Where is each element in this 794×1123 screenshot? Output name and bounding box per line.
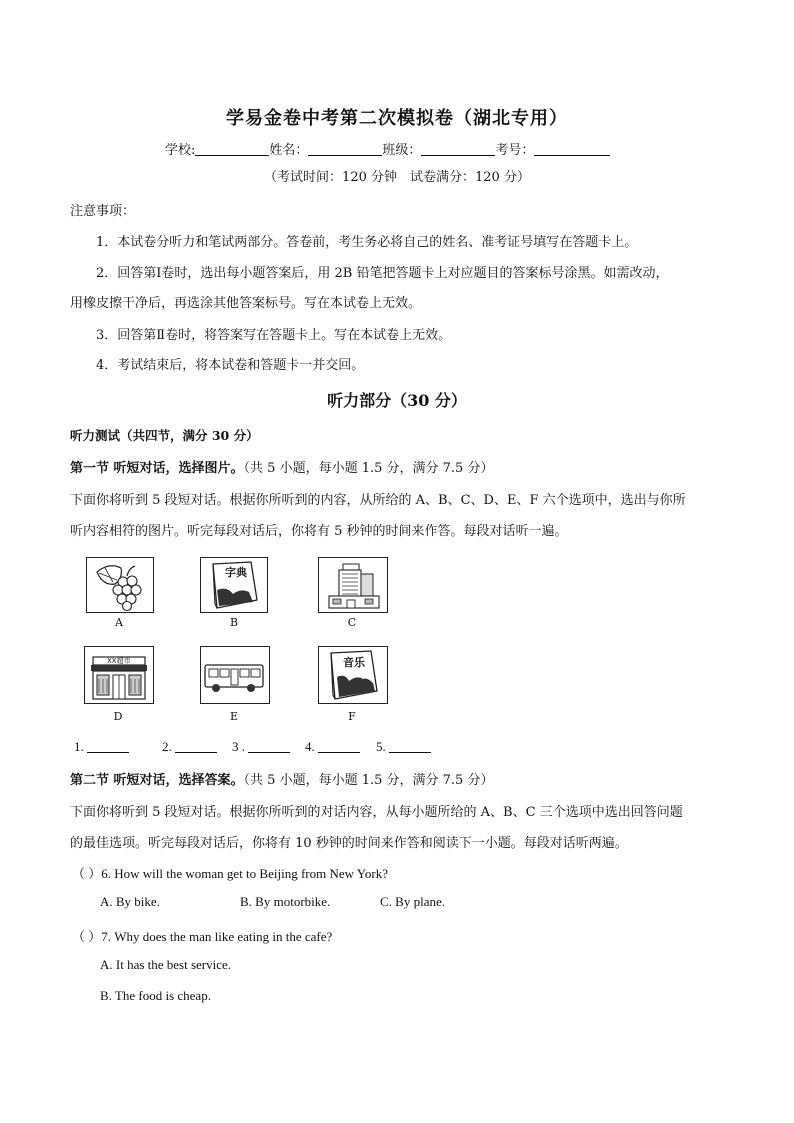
- school-blank[interactable]: [195, 142, 269, 156]
- page-title: 学易金卷中考第二次模拟卷（湖北专用）: [226, 108, 568, 129]
- answer-4-number: 4.: [305, 739, 315, 754]
- q6-option-c: C. By plane.: [380, 894, 445, 909]
- school-label: 学校:: [165, 143, 196, 158]
- part1-heading-rest: （共 5 小题，每小题 1.5 分，满分 7.5 分）: [243, 461, 494, 476]
- class-label: 班级：: [382, 143, 422, 158]
- class-blank[interactable]: [421, 142, 495, 156]
- question-7-text: 7. Why does the man like eating in the cafe?: [101, 929, 333, 944]
- shop-sign-text: XX超市: [107, 657, 131, 665]
- answer-1-blank[interactable]: [87, 740, 129, 753]
- dictionary-text: 字典: [225, 566, 247, 579]
- picture-a-label: A: [115, 616, 123, 629]
- notice-item-1: 1．本试卷分听力和笔试两部分。答卷前，考生务必将自己的姓名、准考证号填写在答题卡上。: [96, 235, 638, 250]
- answer-3: [232, 739, 290, 755]
- picture-d[interactable]: [84, 646, 154, 704]
- question-7: [72, 926, 332, 945]
- notice-item-2: 2．回答第Ⅰ卷时，选出每小题答案后，用 2B 铅笔把答题卡上对应题目的答案标号涂黑。如需改动，: [96, 266, 669, 281]
- answer-1-number: 1.: [74, 739, 84, 754]
- question-6-bracket[interactable]: （ ）: [72, 866, 102, 881]
- answer-5: [376, 739, 431, 755]
- answer-1: [74, 739, 129, 755]
- q7-option-a: A. It has the best service.: [100, 957, 232, 972]
- part2-heading: [70, 769, 493, 788]
- part2-heading-bold: 第二节 听短对话，选择答案。: [70, 773, 244, 788]
- answer-5-number: 5.: [376, 739, 386, 754]
- number-label: 考号：: [495, 143, 535, 158]
- grapes-icon: [87, 558, 153, 612]
- picture-c[interactable]: [318, 557, 388, 613]
- number-blank[interactable]: [534, 142, 610, 156]
- question-6: [72, 863, 388, 882]
- answer-4-blank[interactable]: [318, 740, 360, 753]
- picture-f[interactable]: [318, 646, 388, 704]
- part1-heading-bold: 第一节 听短对话，选择图片。: [70, 461, 244, 476]
- section-title: 听力部分（30 分）: [327, 391, 467, 410]
- picture-b-label: B: [229, 616, 239, 629]
- notice-item-2-cont: 用橡皮擦干净后，再选涂其他答案标号。写在本试卷上无效。: [70, 296, 422, 311]
- q7-option-b: B. The food is cheap.: [100, 988, 211, 1003]
- music-text: 音乐: [343, 656, 365, 669]
- picture-c-label: C: [347, 616, 357, 629]
- name-blank[interactable]: [308, 142, 382, 156]
- listening-header: 听力测试（共四节，满分 30 分）: [70, 428, 259, 443]
- picture-e[interactable]: [200, 646, 270, 704]
- notice-heading: 注意事项：: [70, 204, 136, 219]
- question-6-text: 6. How will the woman get to Beijing from New York?: [101, 866, 388, 881]
- picture-b[interactable]: [200, 557, 268, 613]
- student-info-line: [165, 139, 610, 158]
- picture-e-label: E: [229, 710, 239, 723]
- answer-4: [305, 739, 360, 755]
- answer-2-number: 2.: [162, 739, 172, 754]
- notice-item-4: 4．考试结束后，将本试卷和答题卡一并交回。: [96, 358, 365, 373]
- part2-heading-rest: （共 5 小题，每小题 1.5 分，满分 7.5 分）: [243, 773, 494, 788]
- picture-d-label: D: [113, 710, 123, 723]
- part1-desc-2: 听内容相符的图片。听完每段对话后，你将有 5 秒钟的时间来作答。每段对话听一遍。: [70, 524, 568, 539]
- name-label: 姓名：: [269, 143, 309, 158]
- answer-5-blank[interactable]: [389, 740, 431, 753]
- part1-desc-1: 下面你将听到 5 段短对话。根据你所听到的内容，从所给的 A、B、C、D、E、F 六个选项中，选出与你所: [70, 493, 686, 508]
- answer-3-blank[interactable]: [248, 740, 290, 753]
- question-7-bracket[interactable]: （ ）: [72, 929, 102, 944]
- part2-desc-2: 的最佳选项。听完每段对话后，你将有 10 秒钟的时间来作答和阅读下一小题。每段对话听两遍。: [70, 836, 628, 851]
- answer-2-blank[interactable]: [175, 740, 217, 753]
- exam-info: （考试时间：120 分钟 试卷满分：120 分）: [264, 170, 530, 185]
- picture-a[interactable]: [86, 557, 154, 613]
- notice-item-3: 3．回答第Ⅱ卷时，将答案写在答题卡上。写在本试卷上无效。: [96, 328, 452, 343]
- q6-option-a: A. By bike.: [100, 894, 160, 909]
- bus-icon: [201, 647, 269, 703]
- hotel-building-icon: [319, 558, 387, 612]
- part1-heading: [70, 457, 493, 476]
- picture-f-label: F: [348, 710, 356, 723]
- part2-desc-1: 下面你将听到 5 段短对话。根据你所听到的对话内容，从每小题所给的 A、B、C 三个选项中选出回答问题: [70, 805, 683, 820]
- q6-option-b: B. By motorbike.: [240, 894, 331, 909]
- answer-3-number: 3 .: [232, 739, 245, 754]
- answer-2: [162, 739, 217, 755]
